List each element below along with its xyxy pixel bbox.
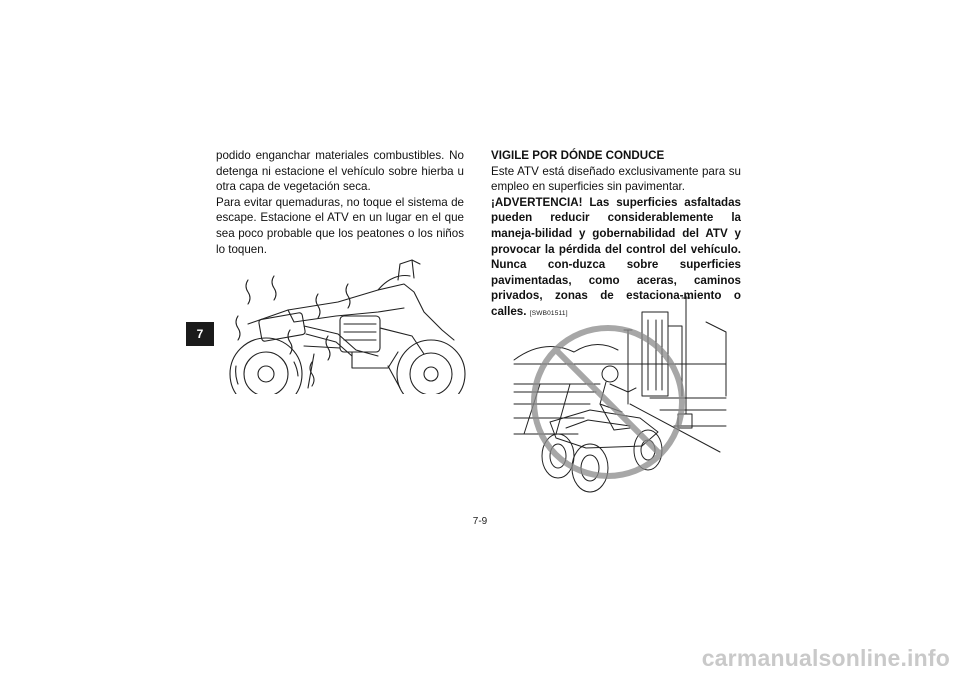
warning-text: ¡ADVERTENCIA! Las superficies asfaltadas pueden reducir considerablemente la maneja-bilidad y gobernabilidad del ATV y provocar la pérdida del control del vehículo. Nunca con-duzca sobre superficies pavimentadas, como aceras, caminos privados, zonas de estaciona-miento o calles. [491,195,741,318]
section-heading: VIGILE POR DÓNDE CONDUCE [491,149,665,162]
left-paragraph-1: podido enganchar materiales combustibles. No detenga ni estacione el vehículo sobre hierba u otra capa de vegetación seca. [216,149,464,194]
page-number: 7-9 [472,516,488,527]
left-column [216,148,464,257]
prohibition-icon [534,328,682,476]
left-paragraph-2: Para evitar quemaduras, no toque el sistema de escape. Estacione el ATV en un lugar en el que sea poco probable que los peatones o los niños lo toquen. [216,195,464,256]
warning-code: [SWB01511] [529,309,568,317]
no-pavement-illustration [510,292,730,500]
atv-exhaust-heat-illustration [228,256,466,394]
intro-paragraph: Este ATV está diseñado exclusivamente para su empleo en superficies sin pavimentar. [491,164,741,194]
watermark: carmanualsonline.info [701,645,950,671]
chapter-tab: 7 [186,322,214,346]
